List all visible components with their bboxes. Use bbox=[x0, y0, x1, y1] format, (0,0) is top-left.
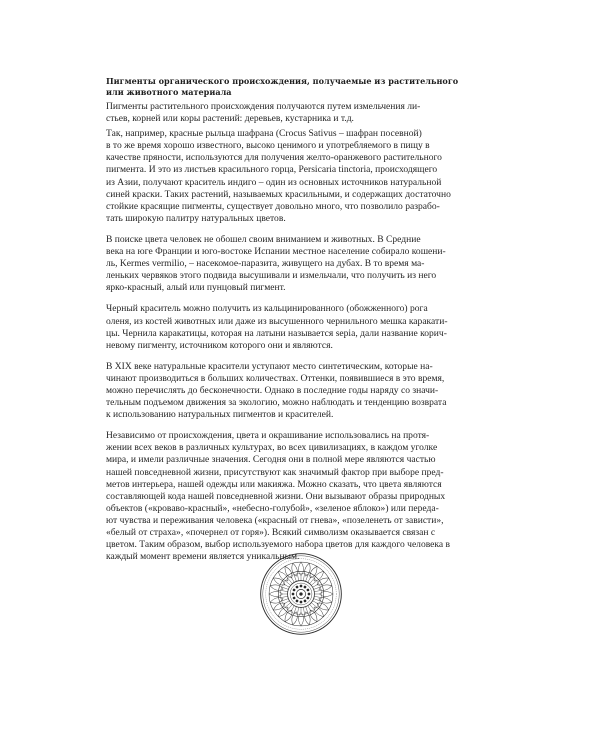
paragraph-black-pigment bbox=[95, 303, 521, 351]
mandala-ornament-icon bbox=[259, 552, 343, 636]
text-line: В поиске цвета человек не обошел своим вниманием и животных. В Средние bbox=[106, 233, 421, 245]
text-line: ярко-красный, алый или пунцовый пигмент. bbox=[106, 282, 286, 294]
text-line: чинают производиться в больших количествах. Оттенки, появившиеся в это время, bbox=[106, 372, 445, 384]
text-line: пигмента. И это из листьев красильного горца, Persicaria tinctoria, происходящего bbox=[106, 164, 438, 176]
text-line: в то же время хорошо известного, высоко ценимого и употребляемого в пищу в bbox=[106, 140, 430, 152]
text-line: невому пигменту, источником которого они и являются. bbox=[106, 339, 333, 351]
text-line: цы. Чернила каракатицы, которая на латыни называется sepia, дали название корич- bbox=[106, 327, 447, 339]
text-line: Черный краситель можно получить из кальцинированного (обожженного) рога bbox=[106, 303, 428, 315]
text-line: объектов («кроваво-красный», «небесно-голубой», «зеленое яблоко») или переда- bbox=[106, 502, 439, 514]
text-line: Так, например, красные рыльца шафрана (Crocus Sativus – шафран посевной) bbox=[106, 128, 422, 140]
document-body bbox=[95, 76, 521, 572]
text-line: нашей повседневной жизни, присутствуют как значимый фактор при выборе пред- bbox=[106, 466, 444, 478]
text-line: синей краски. Таких растений, называемых красильными, и содержащих достаточно bbox=[106, 188, 451, 200]
text-line: из Азии, получают краситель индиго – один из основных источников натуральной bbox=[106, 176, 442, 188]
text-line: «белый от страха», «почернел от горя»). Всякий символизм оказывается связан с bbox=[106, 527, 436, 538]
paragraph-animal-pigments bbox=[95, 234, 521, 294]
text-line: мира, и имели различные значения. Сегодня они в полной мере являются частью bbox=[106, 454, 436, 466]
text-line: каждый момент времени является уникальным. bbox=[106, 551, 300, 563]
text-line: Пигменты растительного происхождения получаются путем измельчения ли- bbox=[106, 101, 421, 112]
paragraph-color-meaning bbox=[95, 430, 521, 563]
text-line: к использованию натуральных пигментов и красителей. bbox=[106, 409, 334, 421]
text-line: тельным подъемом движения за экологию, можно наблюдать и тенденцию возврата bbox=[106, 397, 447, 409]
text-line: жении всех веков в различных культурах, во всех цивилизациях, в каждом уголке bbox=[106, 442, 438, 454]
heading-line: или животного материала bbox=[106, 87, 232, 97]
heading-line: Пигменты органического происхождения, получаемые из растительного bbox=[106, 76, 459, 86]
text-line: стойкие красящие пигменты, существует довольно много, что позволило разрабо- bbox=[106, 200, 440, 212]
text-line: ют чувства и переживания человека («красный от гнева», «позеленеть от зависти», bbox=[106, 514, 444, 526]
text-line: метов интерьера, нашей одежды или макияжа. Можно сказать, что цвета являются bbox=[106, 478, 442, 490]
text-line: качестве пряности, используются для получения желто-оранжевого растительного bbox=[106, 152, 442, 164]
text-line: В XIX веке натуральные красители уступают место синтетическим, которые на- bbox=[106, 360, 433, 372]
text-line: века на юге Франции и юго-востоке Испании местное население собирало кошени- bbox=[106, 246, 446, 258]
paragraph-saffron-indigo bbox=[95, 128, 521, 225]
text-line: стьев, корней или коры растений: деревьев, кустарника и т.д. bbox=[106, 113, 354, 125]
text-line: Независимо от происхождения, цвета и окрашивание использовались на протя- bbox=[106, 430, 430, 442]
text-line: можно перечислять до бесконечности. Однако в последние годы наряду со значи- bbox=[106, 384, 439, 396]
text-line: составляющей кода нашей повседневной жизни. Они вызывают образы природных bbox=[106, 490, 446, 502]
text-line: цветом. Таким образом, выбор используемого набора цветов для каждого человека в bbox=[106, 539, 451, 551]
paragraph-plant-pigments bbox=[95, 101, 521, 125]
text-line: ль, Kermes vermilio, – насекомое-паразита, живущего на дубах. В то время ма- bbox=[106, 258, 425, 270]
section-heading bbox=[95, 76, 521, 98]
paragraph-synthetic-dyes bbox=[95, 361, 521, 421]
text-line: оленя, из костей животных или даже из высушенного чернильного мешка каракати- bbox=[106, 315, 448, 327]
text-line: тать широкую палитру натуральных цветов. bbox=[106, 212, 286, 224]
text-line: леньких червяков этого подвида высушивали и измельчали, что получить из него bbox=[106, 270, 437, 282]
